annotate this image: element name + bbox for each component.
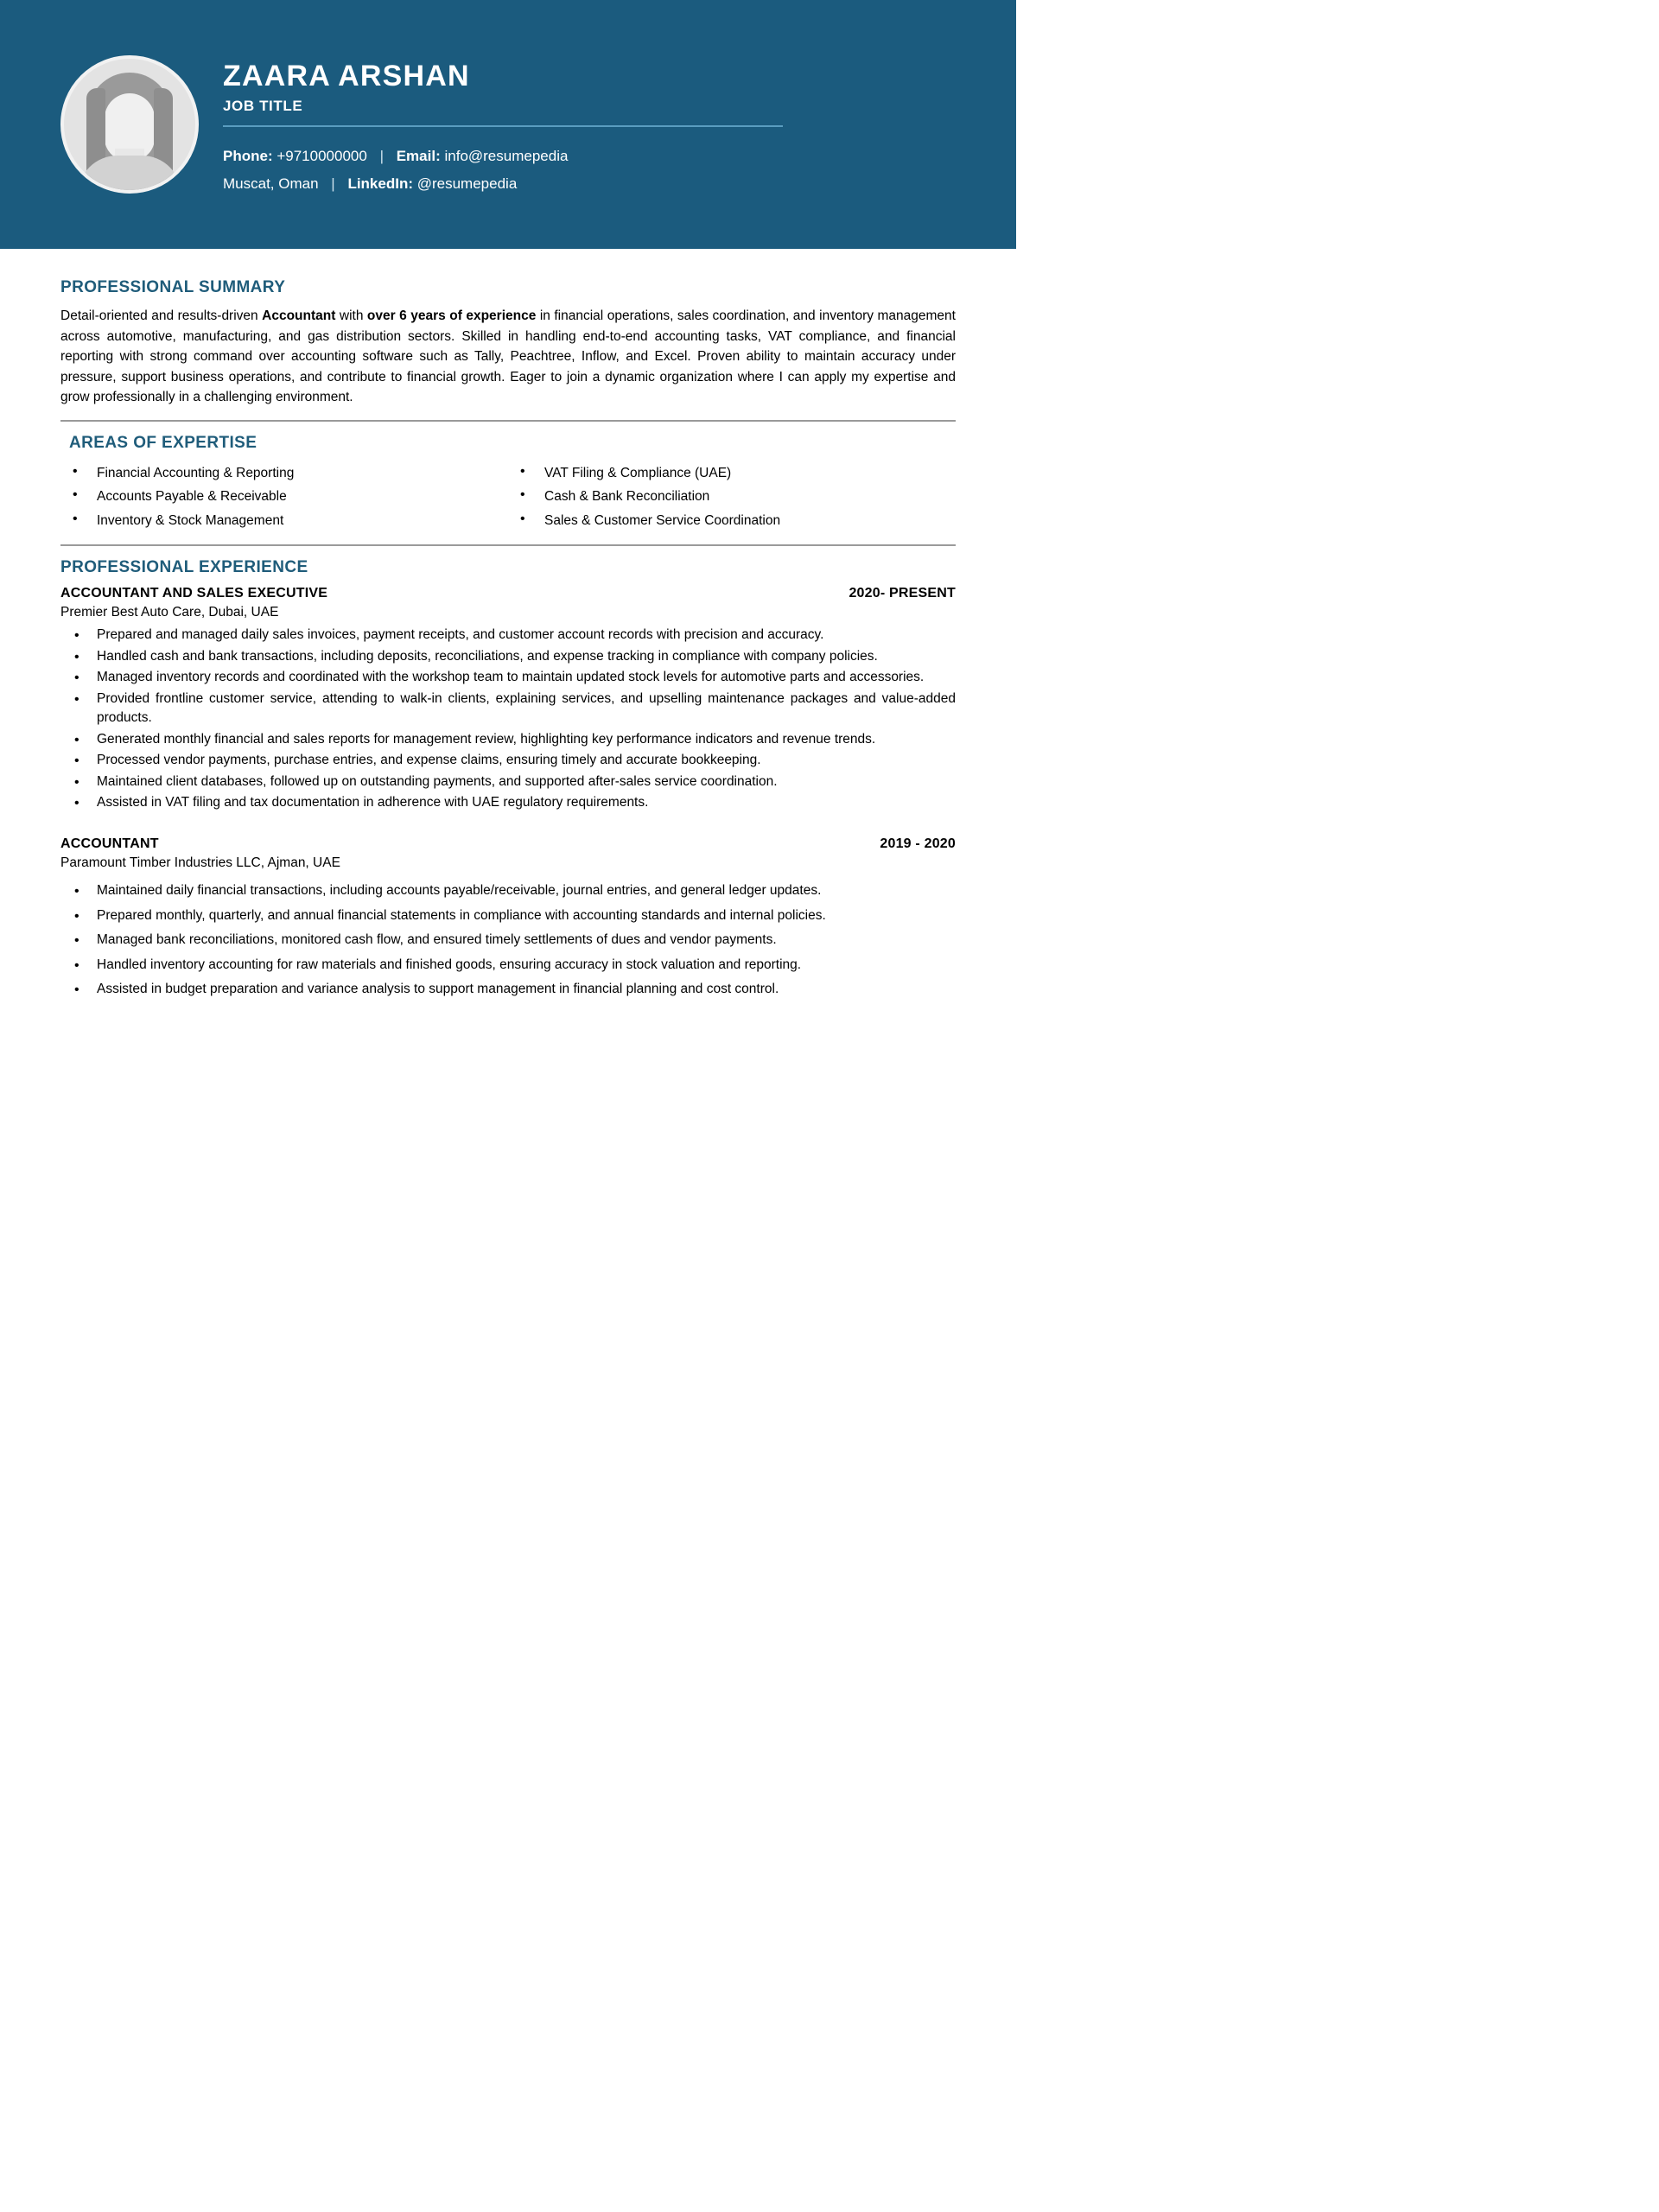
section-title-experience: PROFESSIONAL EXPERIENCE (60, 558, 308, 577)
list-item: • Handled inventory accounting for raw materials and finished goods, ensuring accuracy in stock valuation and reporting. (97, 956, 956, 975)
contact-separator: | (331, 175, 335, 192)
linkedin-label: LinkedIn: (347, 175, 413, 192)
summary-part-1: Detail-oriented and results-driven (60, 308, 263, 323)
list-item: • Generated monthly financial and sales reports for management review, highlighting key performance indicators and revenue trends. (97, 730, 956, 749)
summary-bold-2: over 6 years of experience (366, 308, 537, 323)
list-item: • Accounts Payable & Receivable (97, 485, 508, 509)
location-value: Muscat, Oman (223, 175, 319, 192)
list-item: • Handled cash and bank transactions, including deposits, reconciliations, and expense tracking in compliance with company policies. (97, 647, 956, 666)
job-company: Paramount Timber Industries LLC, Ajman, UAE (60, 855, 340, 871)
list-item: • Maintained client databases, followed up on outstanding payments, and supported after-sales service coordination. (97, 772, 956, 791)
phone-value[interactable]: +9710000000 (276, 148, 367, 165)
experience-entry-1 (60, 586, 956, 812)
experience-entry-header (60, 586, 956, 601)
expertise-column-right (508, 461, 956, 533)
candidate-name: ZAARA ARSHAN (223, 59, 470, 92)
section-title-summary: PROFESSIONAL SUMMARY (60, 278, 286, 296)
contact-line-primary (223, 143, 956, 169)
job-dates: 2020- PRESENT (849, 586, 956, 601)
list-item: • Processed vendor payments, purchase entries, and expense claims, ensuring timely and accurate bookkeeping. (97, 751, 956, 770)
job-dates: 2019 - 2020 (880, 836, 956, 852)
contact-separator: | (379, 148, 384, 165)
section-title-expertise: AREAS OF EXPERTISE (69, 433, 257, 452)
expertise-column-left (60, 461, 508, 533)
list-item: • Maintained daily financial transactions, including accounts payable/receivable, journal entries, and general ledger updates. (97, 881, 956, 900)
header-text-block (223, 52, 1016, 197)
summary-part-2: with (335, 308, 367, 323)
job-bullets (60, 881, 956, 999)
person-avatar-icon (60, 55, 199, 194)
list-item: • Prepared monthly, quarterly, and annual financial statements in compliance with accounting standards and internal policies. (97, 906, 956, 925)
section-professional-summary (60, 249, 956, 408)
list-item: • Managed inventory records and coordinated with the workshop team to maintain updated stock levels for automotive parts and accessories. (97, 668, 956, 687)
summary-bold-1: Accountant (262, 308, 336, 323)
list-item: • VAT Filing & Compliance (UAE) (544, 461, 956, 486)
expertise-list-right (508, 461, 956, 533)
summary-paragraph (60, 306, 956, 408)
job-bullets (60, 626, 956, 812)
contact-line-secondary (223, 170, 956, 197)
list-item: • Inventory & Stock Management (97, 509, 508, 533)
resume-page (0, 0, 1016, 1348)
divider-experience (60, 544, 956, 546)
expertise-columns (60, 461, 956, 533)
list-item: • Financial Accounting & Reporting (97, 461, 508, 486)
section-areas-of-expertise (60, 434, 956, 533)
list-item: • Managed bank reconciliations, monitored cash flow, and ensured timely settlements of dues and vendor payments. (97, 931, 956, 950)
email-label: Email: (396, 148, 441, 165)
job-role: ACCOUNTANT (60, 836, 159, 852)
resume-header (0, 0, 1016, 249)
section-professional-experience (60, 558, 956, 1000)
list-item: • Provided frontline customer service, attending to walk-in clients, explaining services, and upselling maintenance packages and value-added products. (97, 690, 956, 728)
experience-entry-2 (60, 836, 956, 999)
list-item: • Assisted in VAT filing and tax documentation in adherence with UAE regulatory requirements. (97, 793, 956, 812)
divider-expertise (60, 420, 956, 422)
list-item: • Sales & Customer Service Coordination (544, 509, 956, 533)
linkedin-value[interactable]: @resumepedia (416, 175, 518, 192)
header-divider (223, 125, 783, 127)
experience-entry-header (60, 836, 956, 852)
list-item: • Assisted in budget preparation and variance analysis to support management in financial planning and cost control. (97, 980, 956, 999)
summary-part-3: in financial operations, sales coordination, and inventory management across automotive, manufacturing, and gas distribution sectors. Skilled in handling end-to-end accounting tasks, VAT compliance, and financial reporting with strong command over accounting software such as Tally, Peachtree, Inflow, and Excel. Proven ability to maintain accuracy under pressure, support business operations, and contribute to financial growth. Eager to join a dynamic organization where I can apply my expertise and grow professionally in a challenging environment. (60, 308, 956, 405)
candidate-job-title: JOB TITLE (223, 98, 303, 115)
list-item: • Prepared and managed daily sales invoices, payment receipts, and customer account records with precision and accuracy. (97, 626, 956, 645)
expertise-list-left (60, 461, 508, 533)
resume-body (0, 249, 1016, 1000)
avatar (60, 55, 199, 194)
list-item: • Cash & Bank Reconciliation (544, 485, 956, 509)
email-value[interactable]: info@resumepedia (444, 148, 569, 165)
job-role: ACCOUNTANT AND SALES EXECUTIVE (60, 586, 328, 601)
job-company: Premier Best Auto Care, Dubai, UAE (60, 605, 279, 620)
phone-label: Phone: (223, 148, 273, 165)
